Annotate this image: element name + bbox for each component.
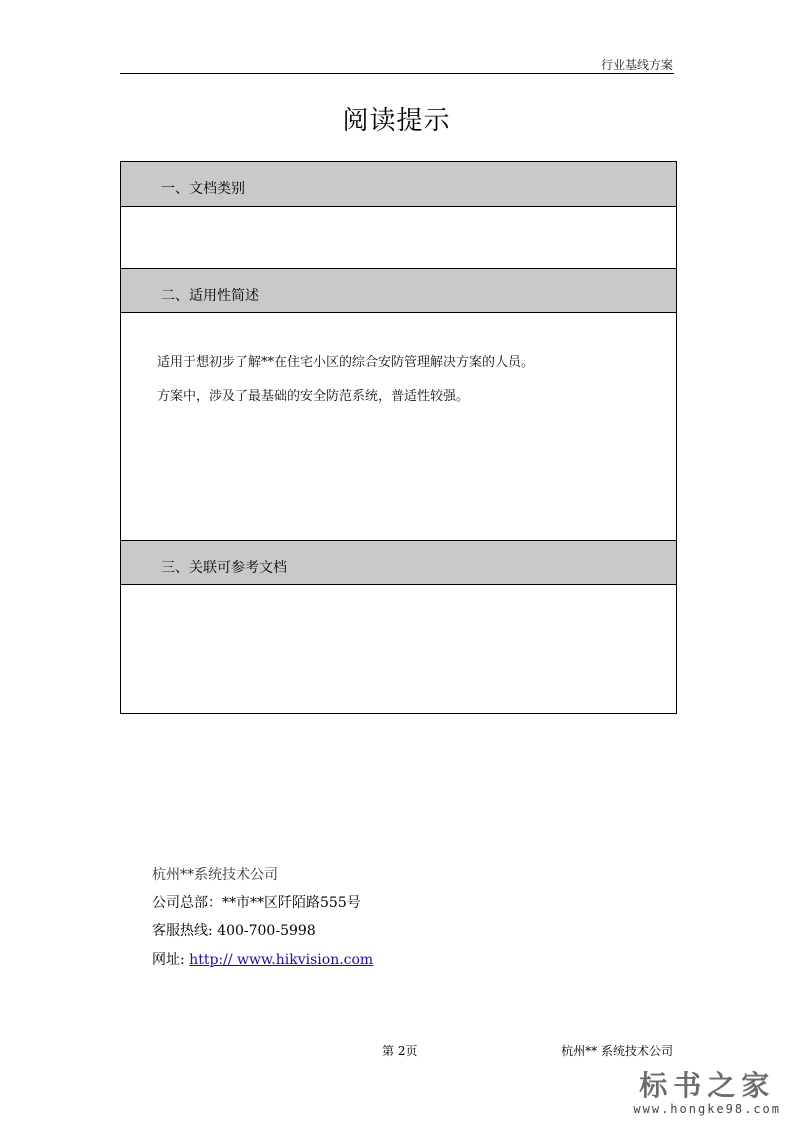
company-hq	[152, 892, 361, 912]
company-website	[152, 949, 373, 969]
company-website-sep: :	[180, 952, 190, 968]
section-heading-document-type: 一、文档类别	[121, 162, 676, 207]
section-heading-related-docs: 三、关联可参考文档	[121, 540, 676, 585]
applicability-line-1: 适用于想初步了解**在住宅小区的综合安防管理解决方案的人员。	[157, 355, 535, 370]
page-title: 阅读提示	[342, 106, 451, 136]
watermark-name: 标书之家	[639, 1069, 776, 1102]
company-hq-value: **市**区阡陌路555号	[222, 895, 361, 911]
applicability-line-2: 方案中，涉及了最基础的安全防范系统，普适性较强。	[157, 389, 470, 404]
running-header: 行业基线方案	[600, 58, 673, 72]
company-name: 杭州**系统技术公司	[152, 867, 278, 883]
section-heading-applicability: 二、适用性简述	[121, 268, 676, 313]
company-hotline-value: : 400-700-5998	[208, 923, 316, 939]
company-website-label: 网址	[152, 952, 180, 968]
footer-company: 杭州** 系统技术公司	[561, 1044, 673, 1058]
header-rule	[120, 73, 674, 74]
company-hotline	[152, 920, 316, 940]
footer-page-number: 第 2页	[382, 1044, 418, 1058]
company-hq-label: 公司总部：	[152, 895, 222, 911]
reading-tips-table	[120, 161, 677, 714]
watermark-url: www.hongke98.com	[633, 1102, 781, 1116]
company-hotline-label: 客服热线	[152, 923, 208, 939]
watermark-logo	[633, 1064, 781, 1116]
company-website-link[interactable]: http:// www.hikvision.com	[189, 952, 374, 968]
